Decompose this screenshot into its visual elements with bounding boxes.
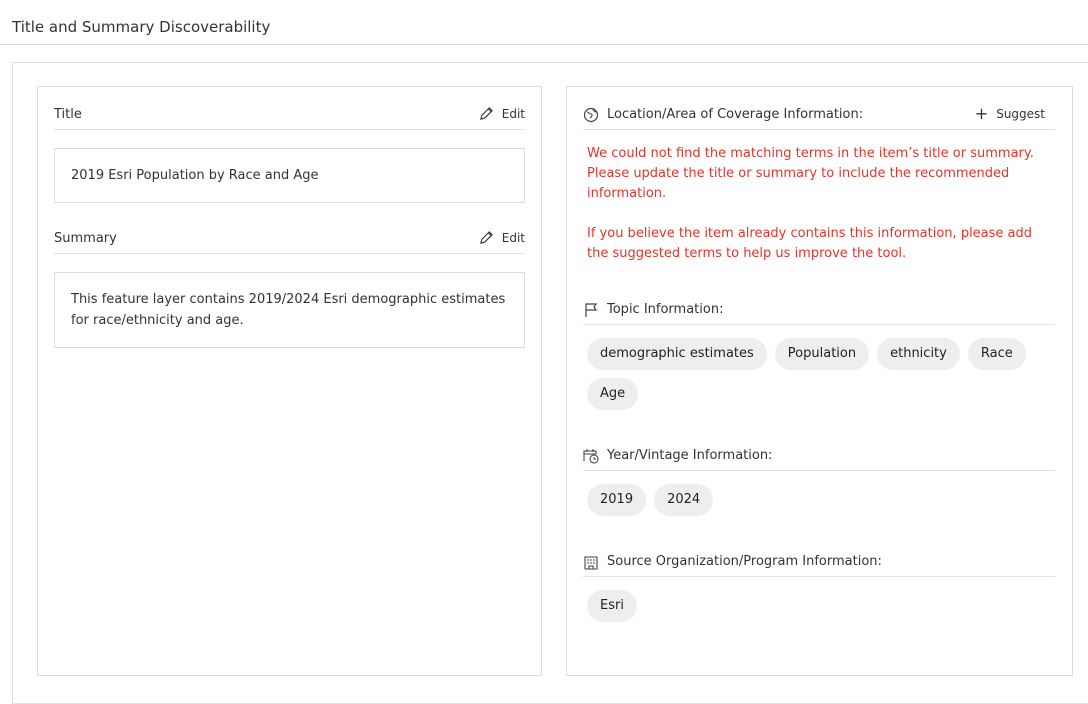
edit-title-button[interactable]	[479, 106, 525, 121]
topic-section-header	[583, 295, 1055, 325]
flag-icon	[583, 302, 599, 318]
location-warning: We could not find the matching terms in the item’s title or summary. Please update the title or summary to include the recommended information.	[587, 146, 1034, 201]
location-label: Location/Area of Coverage Information:	[607, 107, 864, 122]
location-warning-help: If you believe the item already contains this information, please add the suggested terms to help us improve the tool.	[587, 226, 1033, 261]
summary-value: This feature layer contains 2019/2024 Esri demographic estimates for race/ethnicity and age.	[71, 292, 506, 328]
suggest-label: Suggest	[996, 107, 1045, 121]
year-label: Year/Vintage Information:	[607, 448, 773, 463]
edit-summary-button[interactable]	[479, 230, 525, 245]
building-icon	[583, 554, 599, 570]
topic-chips	[587, 338, 1057, 410]
year-chip[interactable]: 2019	[587, 484, 646, 516]
source-chips	[587, 590, 1057, 622]
pencil-icon	[479, 230, 494, 245]
summary-section-header	[54, 224, 525, 254]
globe-icon	[583, 107, 599, 123]
summary-value-box	[54, 272, 525, 348]
year-section-header	[583, 441, 1055, 471]
topic-chip[interactable]: demographic estimates	[587, 338, 767, 370]
year-chips	[587, 484, 1057, 516]
year-chip[interactable]: 2024	[654, 484, 713, 516]
topic-chip[interactable]: Age	[587, 378, 638, 410]
suggest-button[interactable]	[974, 104, 1045, 123]
title-value-box	[54, 148, 525, 203]
title-value: 2019 Esri Population by Race and Age	[71, 168, 319, 183]
title-label: Title	[54, 107, 82, 122]
topic-chip[interactable]: ethnicity	[877, 338, 960, 370]
source-section-header	[583, 547, 1055, 577]
calendar-clock-icon	[583, 448, 599, 464]
source-chip[interactable]: Esri	[587, 590, 637, 622]
edit-label: Edit	[501, 230, 525, 245]
topic-label: Topic Information:	[607, 302, 724, 317]
edit-label: Edit	[501, 106, 525, 121]
topic-chip[interactable]: Race	[968, 338, 1026, 370]
title-summary-panel	[37, 86, 542, 676]
page-title: Title and Summary Discoverability	[12, 18, 271, 36]
location-section-header	[583, 100, 1055, 130]
source-label: Source Organization/Program Information:	[607, 554, 882, 569]
topic-chip[interactable]: Population	[775, 338, 869, 370]
summary-label: Summary	[54, 231, 117, 246]
discoverability-panel	[566, 86, 1073, 676]
title-section-header	[54, 100, 525, 130]
pencil-icon	[479, 106, 494, 121]
divider	[0, 44, 1088, 45]
plus-icon: +	[974, 104, 989, 123]
